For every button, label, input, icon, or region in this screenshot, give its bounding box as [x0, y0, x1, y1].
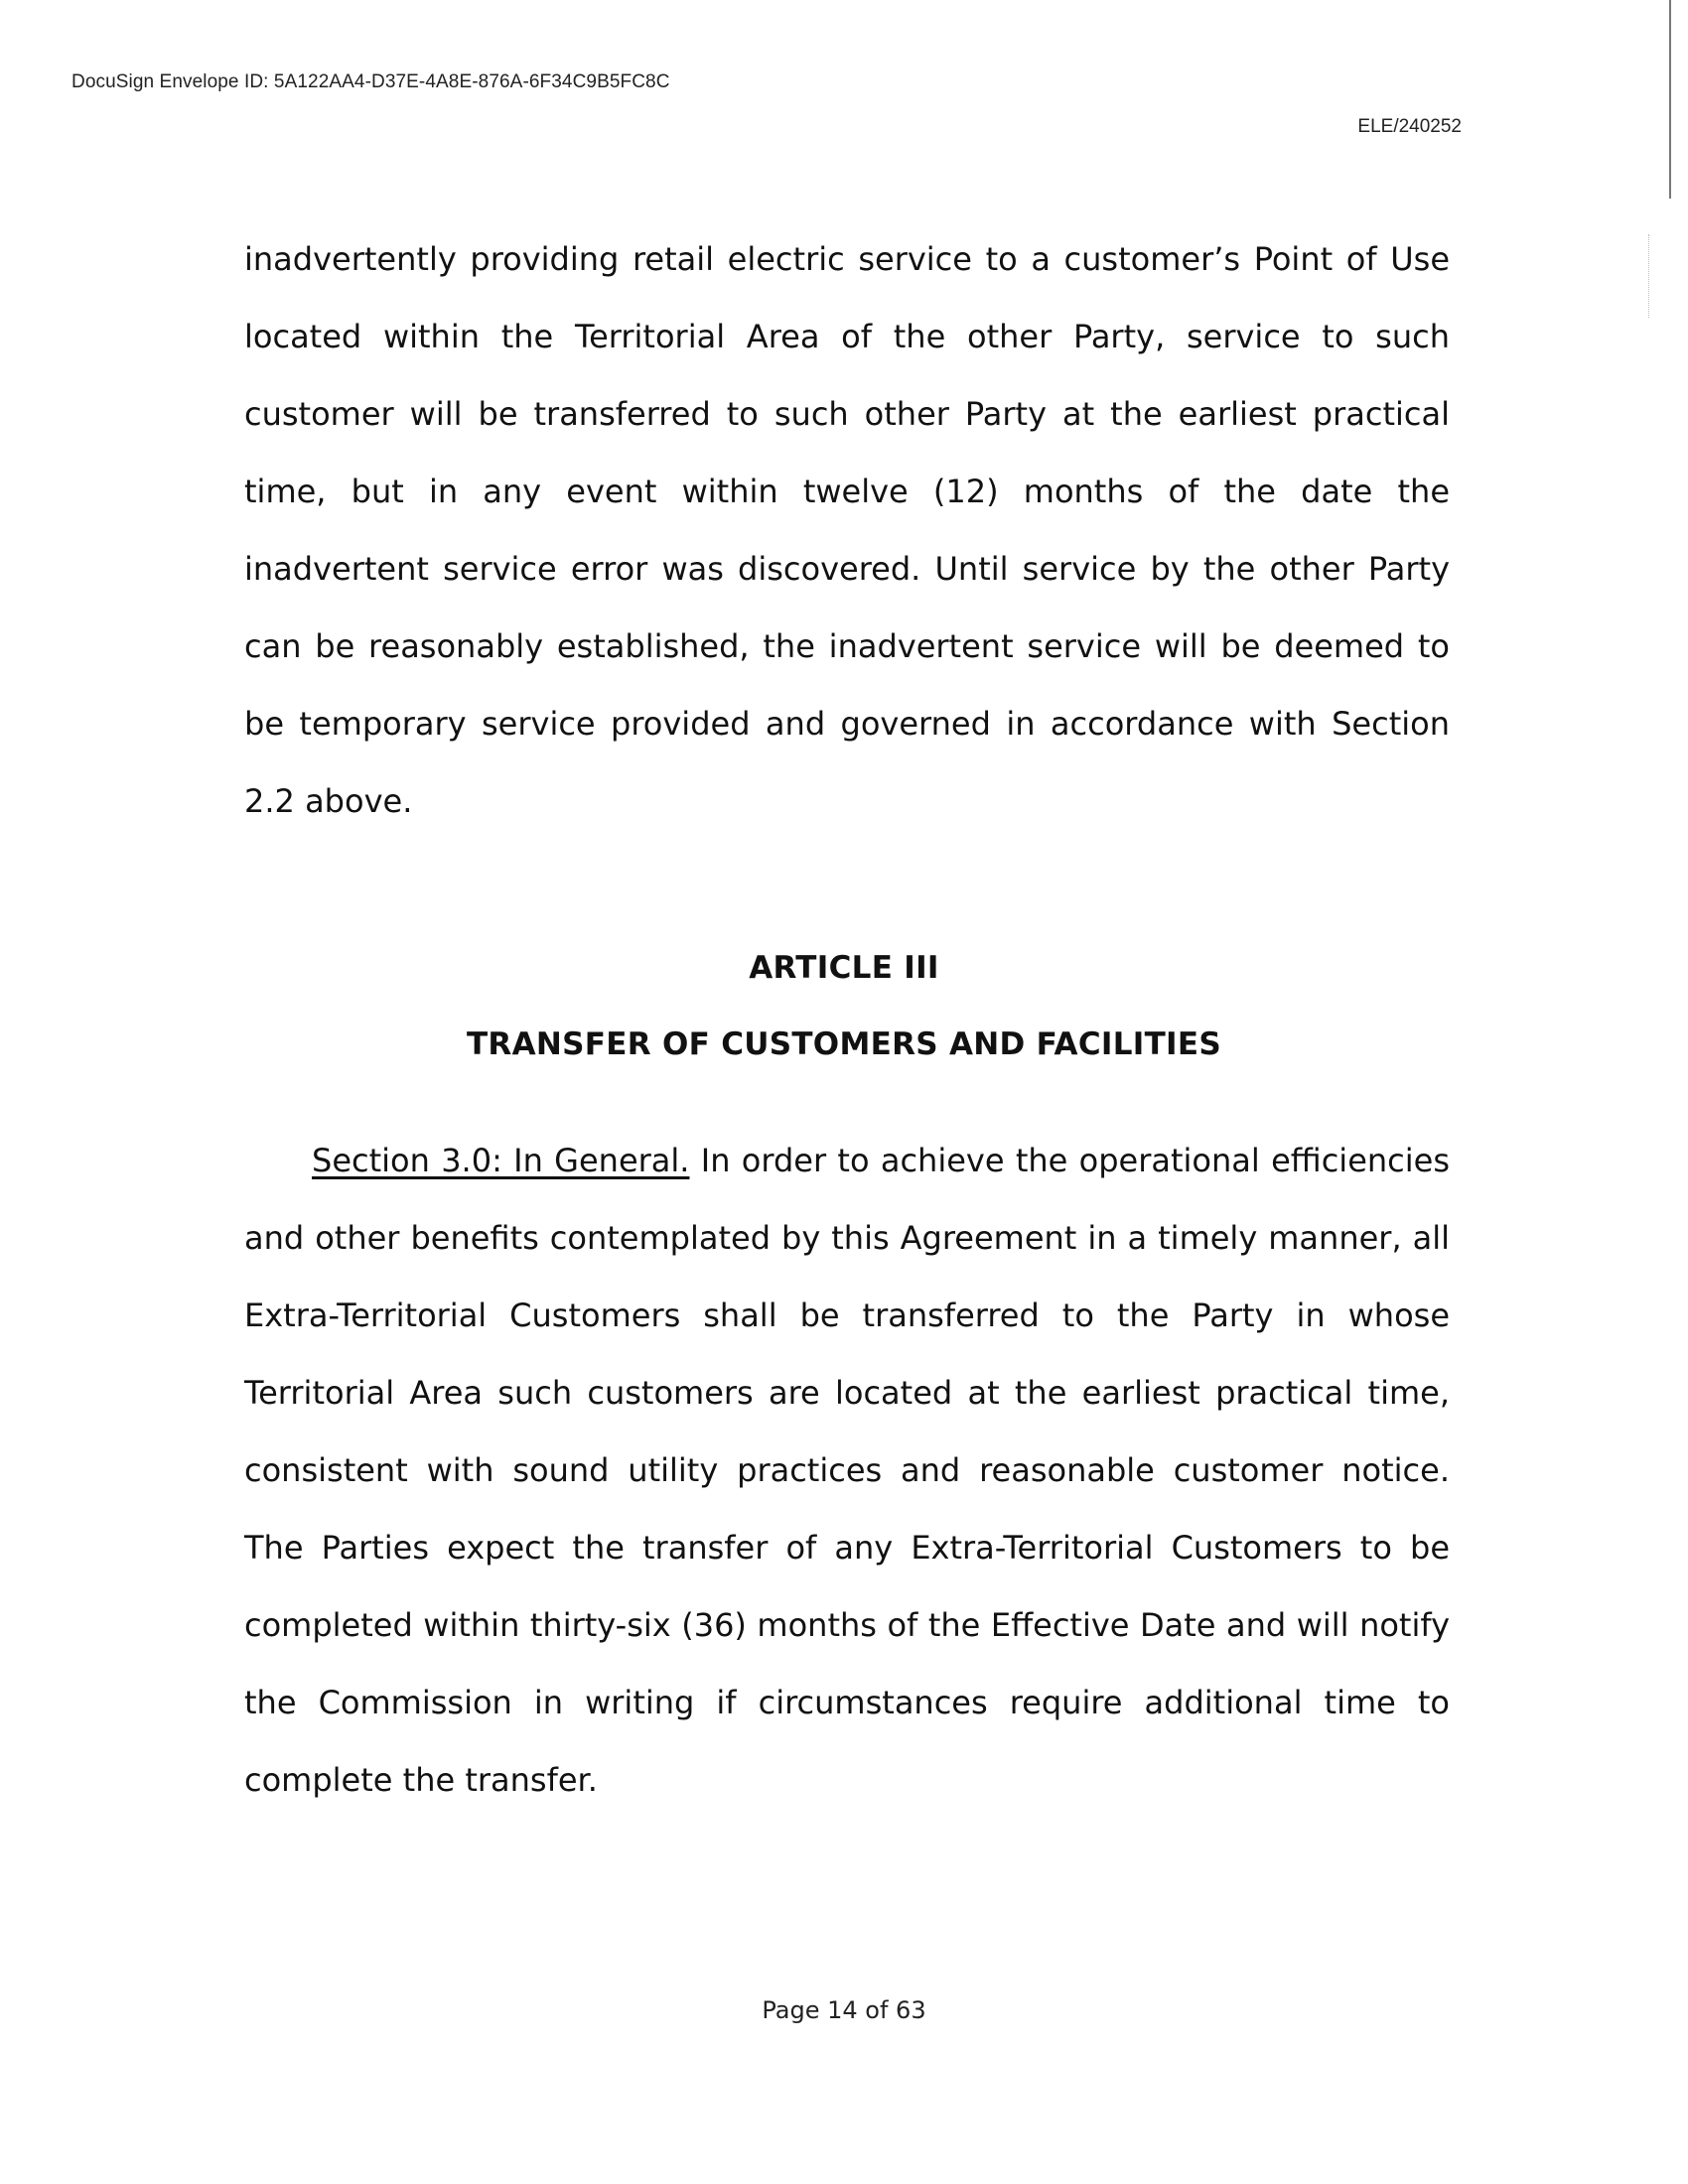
page-edge-marks	[1648, 234, 1651, 318]
continuation-paragraph: inadvertently providing retail electric service to a customer’s Point of Use located within the Territorial Area of the other Party, service to such customer will be transferred to such other Party at the earliest practical time, but in any event within twelve (12) months of the date the inadvertent service error was discovered. Until service by the other Party can be reasonably established, the inadvertent service will be deemed to be temporary service provided and governed in accordance with Section 2.2 above.	[244, 240, 1450, 820]
page-number: Page 14 of 63	[762, 1996, 926, 2024]
article-title-heading: TRANSFER OF CUSTOMERS AND FACILITIES	[466, 1026, 1221, 1062]
page-edge-line	[1669, 0, 1671, 199]
article-number-heading: ARTICLE III	[749, 950, 939, 986]
section-3-0-paragraph	[244, 1122, 1450, 1819]
docusign-envelope-id: DocuSign Envelope ID: 5A122AA4-D37E-4A8E-876A-6F34C9B5FC8C	[71, 71, 670, 92]
section-3-0-body: In order to achieve the operational efficiencies and other benefits contemplated by this Agreement in a timely manner, all Extra-Territorial Customers shall be transferred to the Party in whose Territorial Area such customers are located at the earliest practical time, consistent with sound utility practices and reasonable customer notice. The Parties expect the transfer of any Extra-Territorial Customers to be completed within thirty-six (36) months of the Effective Date and will notify the Commission in writing if circumstances require additional time to complete the transfer.	[244, 1142, 1451, 1799]
section-3-0-heading: Section 3.0: In General.	[312, 1142, 690, 1179]
document-reference-number: ELE/240252	[1357, 116, 1462, 137]
